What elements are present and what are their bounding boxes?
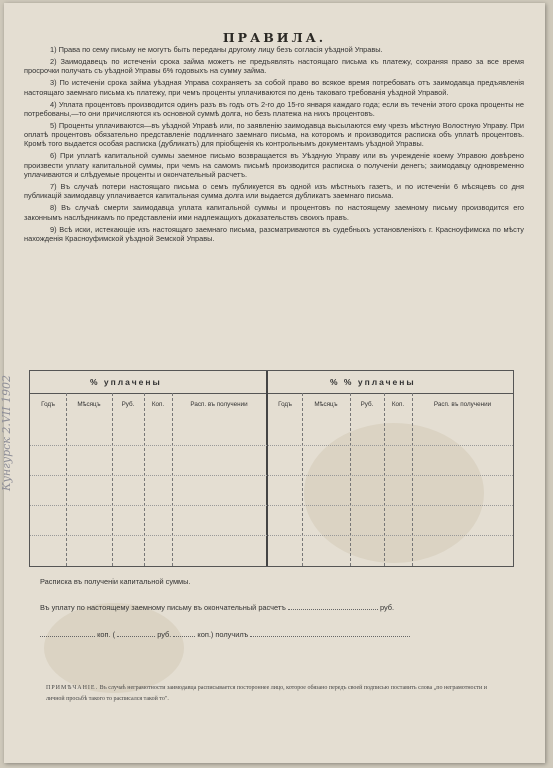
rule-7: 7) Въ случаѣ потери настоящаго письма о семъ публикуется въ одной изъ мѣстныхъ газетъ, и по истеченіи 6 мѣсяцевъ со дня публикацій заимодавцу уплачивается капитальная сумма долга или выдается дубликатъ заемнаго письма.: [24, 182, 524, 201]
words-blank: [117, 636, 155, 637]
receipt-line-1: [40, 603, 394, 612]
note-text: Въ случаѣ неграмотности заимодавца расписывается постороннее лицо, которое обязано передъ своей подписью поставить слова „по неграмотности и личной просьбѣ такого то расписался такой то".: [46, 685, 487, 702]
col-header-year: Годъ: [268, 393, 302, 416]
receipt-line-1-text: Въ уплату по настоящему заемному письму въ окончательный расчетъ: [40, 603, 286, 612]
row-rule: [30, 475, 513, 476]
column-divider: [384, 393, 385, 566]
col-header-rub: Руб.: [350, 393, 384, 416]
rule-2: 2) Заимодавецъ по истеченіи срока займа можетъ не предъявлять настоящаго письма къ платежу, сохраняя право за все время просрочки получать съ уѣздной Управы 6% годовыхъ на сумму займа.: [24, 56, 524, 76]
row-rule: [30, 535, 513, 536]
rub-label: руб.: [157, 630, 172, 639]
column-divider: [112, 393, 113, 566]
rules-text: [24, 45, 524, 246]
amount-blank: [288, 609, 378, 610]
rubles-blank: [40, 636, 95, 637]
rub-suffix: руб.: [380, 603, 395, 612]
row-rule: [30, 505, 513, 506]
paper-stain: [44, 603, 184, 693]
column-divider: [302, 393, 303, 566]
col-header-month: Мѣсяцъ: [66, 393, 112, 416]
receipt-caption: Расписка въ полученіи капитальной суммы.: [40, 577, 191, 586]
group-header-right: % % уплачены: [330, 377, 416, 387]
column-divider: [172, 393, 173, 566]
kop-close: коп.): [197, 630, 214, 639]
rule-5: 5) Проценты уплачиваются—въ уѣздной Управѣ или, по заявленію заимодавца высылаются ему чрезъ мѣстную Волостную Управу. При оплатѣ процентовъ обязательно представленіе подлиннаго заемнаго письма, на которомъ и производится расписка объ уплатѣ процентовъ. Кромѣ того выдается особая расписка (дубликатъ) для пріобщенія къ контрольнымъ документамъ уѣздной Управы.: [24, 120, 524, 149]
handwritten-annotation: Кунгурск 2.VII 1902: [0, 375, 13, 491]
rule-6: 6) При уплатѣ капитальной суммы заемное письмо возвращается въ Уѣздную Управу или въ учрежденіе коему Управою довѣрено произвести уплату капитальной суммы, при чемъ на самомъ письмѣ производится расписка о полученіи денегъ; заимодавцу одновременно уплачиваются и слѣдуемые проценты и окончательный расчетъ.: [24, 151, 524, 180]
kop-blank: [173, 636, 195, 637]
rule-1: 1) Права по сему письму не могутъ быть переданы другому лицу безъ согласія уѣздной Управы.: [50, 45, 383, 54]
row-rule: [30, 445, 513, 446]
table-center-divider: [266, 371, 268, 566]
column-divider: [412, 393, 413, 566]
kop-open: коп. (: [97, 630, 116, 639]
group-header-left: % уплачены: [90, 377, 162, 387]
footnote: [46, 683, 506, 705]
rule-8: 8) Въ случаѣ смерти заимодавца уплата капитальной суммы и процентовъ по настоящему заемному письму производится его законнымъ наслѣдникамъ по представленіи ими надлежащихъ доказательствъ своихъ правъ.: [24, 203, 524, 222]
col-header-rub: Руб.: [112, 393, 144, 416]
col-header-receipt: Расп. въ получении: [412, 393, 513, 416]
col-header-kop: Коп.: [384, 393, 412, 416]
column-divider: [144, 393, 145, 566]
received-label: получилъ: [215, 630, 249, 639]
column-divider: [350, 393, 351, 566]
rule-4: 4) Уплата процентовъ производится одинъ разъ въ годъ отъ 2-го до 15-го января каждаго года; если въ теченіи этого срока проценты не потребованы,—то они причисляются къ основной суммѣ долга, но безъ платежа на нихъ процентовъ.: [24, 99, 524, 118]
receipt-line-2: [40, 630, 410, 639]
col-header-year: Годъ: [30, 393, 66, 416]
signature-blank: [250, 636, 410, 637]
rule-9: 9) Всѣ иски, истекающіе изъ настоящаго заемнаго письма, разсматриваются въ судебныхъ установленіяхъ г. Красноуфимска по мѣсту нахожденія Красноуфимской уѣздной Земской Управы.: [24, 224, 524, 243]
document-sheet: [0, 3, 545, 763]
note-label: ПРИМѢЧАНІЕ.: [46, 685, 99, 691]
page-title: ПРАВИЛА.: [222, 30, 327, 45]
interest-payment-table: [29, 370, 514, 567]
col-header-month: Мѣсяцъ: [302, 393, 350, 416]
column-divider: [66, 393, 67, 566]
rule-3: 3) По истеченіи срока займа уѣздная Управа сохраняетъ за собой право во всякое время потребовать отъ заимодавца предъявленія настоящаго заемнаго письма къ платежу, при чемъ проценты уплачиваются по день таковаго требованія уѣздной Управой.: [24, 78, 524, 97]
col-header-kop: Коп.: [144, 393, 172, 416]
col-header-receipt: Расп. въ получении: [172, 393, 266, 416]
